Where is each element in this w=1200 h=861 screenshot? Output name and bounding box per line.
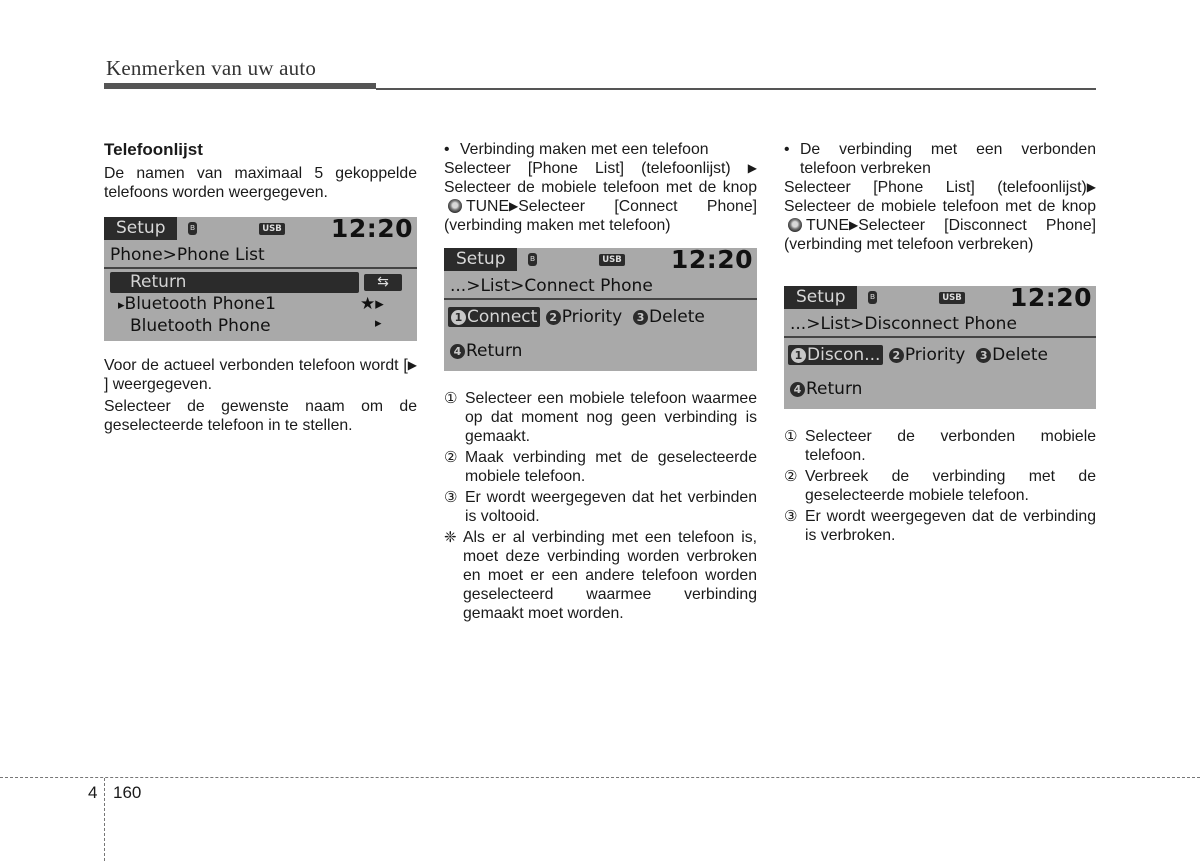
lcd-divider — [444, 298, 757, 300]
lcd-connect-phone — [444, 248, 757, 371]
instr-part: Selecteer de mobiele telefoon met de knop — [784, 198, 1096, 215]
connected-note-end: ] weergegeven. — [104, 376, 213, 393]
step-text: Er wordt weergegeven dat de verbinding is verbroken. — [805, 508, 1096, 544]
option-priority[interactable] — [546, 307, 623, 327]
lcd-disconnect-phone — [784, 286, 1096, 409]
list-item-return[interactable] — [110, 272, 359, 293]
select-paragraph: Selecteer de gewenste naam om de geselecteerde telefoon in te stellen. — [104, 398, 417, 434]
right-column-lower — [784, 427, 1096, 545]
step-number: ② — [784, 468, 798, 485]
tune-knob-icon — [788, 218, 802, 232]
list-item-label: Bluetooth Phone — [130, 316, 271, 336]
number-4-icon: 4 — [450, 344, 465, 359]
footer-dashed-rule — [0, 777, 1200, 778]
number-1-icon: 1 — [791, 348, 806, 363]
option-delete[interactable] — [633, 307, 705, 327]
step-text: Er wordt weergegeven dat het verbinden is voltooid. — [465, 489, 757, 525]
option-connect[interactable] — [448, 307, 540, 327]
note-marker: ❈ — [444, 529, 457, 546]
list-item-label: Return — [130, 272, 187, 292]
instr-part: Selecteer [Connect Phone] (verbinding maken met telefoon) — [444, 198, 757, 234]
setup-label: Setup — [784, 286, 857, 309]
number-2-icon: 2 — [889, 348, 904, 363]
connected-note-text: Voor de actueel verbonden telefoon wordt [ — [104, 357, 408, 374]
left-column — [104, 140, 417, 202]
number-3-icon: 3 — [976, 348, 991, 363]
instr-part: Selecteer [Phone List] (telefoonlijst) — [784, 179, 1087, 196]
header-rule-thin — [376, 88, 1096, 90]
breadcrumb: Phone>Phone List — [110, 245, 265, 265]
running-header: Kenmerken van uw auto — [106, 56, 317, 80]
return-key-icon[interactable]: ⇆ — [364, 274, 402, 291]
arrow-right-icon: ▶ — [747, 161, 757, 175]
number-4-icon: 4 — [790, 382, 805, 397]
middle-column — [444, 140, 757, 235]
option-label: Discon... — [807, 345, 881, 365]
clock: 12:20 — [330, 217, 413, 243]
clock: 12:20 — [1009, 286, 1092, 312]
arrow-right-icon: ▶ — [849, 218, 859, 232]
intro-paragraph: De namen van maximaal 5 gekoppelde telefoons worden weergegeven. — [104, 165, 417, 201]
number-1-icon: 1 — [451, 310, 466, 325]
list-item-phone-1[interactable] — [118, 294, 276, 314]
arrow-right-icon: ▶ — [509, 199, 519, 213]
right-column — [784, 140, 1096, 254]
step-1 — [444, 389, 757, 446]
number-3-icon: 3 — [633, 310, 648, 325]
step-text: Maak verbinding met de geselecteerde mobiele telefoon. — [465, 449, 757, 485]
step-number: ③ — [784, 508, 798, 525]
page-number: 160 — [113, 783, 142, 802]
instr-part: Selecteer [Disconnect Phone] (verbinding met telefoon verbreken) — [784, 217, 1096, 253]
step-2 — [784, 467, 1096, 505]
option-label: Priority — [904, 345, 966, 365]
setup-label: Setup — [104, 217, 177, 240]
footer-dashed-divider — [104, 778, 105, 861]
step-text: Selecteer de verbonden mobiele telefoon. — [805, 428, 1096, 464]
middle-column-lower — [444, 389, 757, 623]
bluetooth-icon: ʙ — [869, 292, 876, 302]
tune-label: TUNE — [466, 198, 510, 215]
instructions-connect — [444, 159, 757, 235]
option-return[interactable] — [790, 379, 862, 399]
breadcrumb: ...>List>Connect Phone — [450, 276, 653, 296]
breadcrumb: ...>List>Disconnect Phone — [790, 314, 1017, 334]
step-3 — [444, 488, 757, 526]
option-return[interactable] — [450, 341, 522, 361]
option-label: Delete — [992, 345, 1048, 365]
option-disconnect[interactable] — [788, 345, 883, 365]
bullet-text: De verbinding met een verbonden telefoon verbreken — [800, 141, 1096, 177]
step-number: ① — [444, 390, 458, 407]
step-text: Selecteer een mobiele telefoon waarmee op dat moment nog geen verbinding is gemaakt. — [465, 390, 757, 445]
tune-label: TUNE — [806, 217, 850, 234]
option-label: Connect — [467, 307, 538, 327]
step-3 — [784, 507, 1096, 545]
tune-knob-icon — [448, 199, 462, 213]
favorite-star-icon: ★▸ — [360, 294, 384, 314]
instr-part: Selecteer de mobiele telefoon met de knop — [444, 179, 757, 196]
list-item-phone-2[interactable] — [130, 316, 271, 336]
step-text: Verbreek de verbinding met de geselecteerde mobiele telefoon. — [805, 468, 1096, 504]
lcd-status-bar — [104, 217, 417, 241]
usb-icon: USB — [599, 254, 625, 266]
option-label: Return — [806, 379, 863, 399]
instr-part: Selecteer [Phone List] (telefoonlijst) — [444, 160, 731, 177]
option-delete[interactable] — [976, 345, 1048, 365]
step-1 — [784, 427, 1096, 465]
play-marker-icon: ▶ — [407, 358, 417, 372]
lcd-divider — [104, 267, 417, 269]
usb-icon: USB — [259, 223, 285, 235]
connected-note — [104, 356, 417, 394]
options-row — [788, 345, 1048, 365]
note — [444, 528, 757, 623]
instructions-disconnect — [784, 178, 1096, 254]
bullet-marker: • — [784, 141, 790, 158]
bullet-disconnect — [784, 140, 1096, 178]
connected-marker-icon: ▸ — [118, 298, 125, 313]
option-priority[interactable] — [889, 345, 966, 365]
setup-label: Setup — [444, 248, 517, 271]
step-2 — [444, 448, 757, 486]
note-text: Als er al verbinding met een telefoon is, moet deze verbinding worden verbroken en moet er een andere telefoon worden geselecteerd waarmee verbinding gemaakt moet worden. — [463, 529, 757, 622]
bluetooth-icon: ʙ — [529, 254, 536, 264]
chevron-right-icon: ▸ — [375, 316, 382, 331]
step-number: ② — [444, 449, 458, 466]
lcd-divider — [784, 336, 1096, 338]
option-label: Priority — [561, 307, 623, 327]
left-column-lower — [104, 356, 417, 435]
chapter-number: 4 — [88, 783, 98, 802]
header-rule-thick — [104, 83, 376, 89]
option-label: Return — [466, 341, 523, 361]
lcd-status-bar — [784, 286, 1096, 310]
lcd-phone-list — [104, 217, 417, 341]
clock: 12:20 — [670, 248, 753, 274]
lcd-status-bar — [444, 248, 757, 272]
bluetooth-icon: ʙ — [189, 223, 196, 233]
section-heading: Telefoonlijst — [104, 140, 203, 159]
bullet-marker: • — [444, 141, 450, 158]
usb-icon: USB — [939, 292, 965, 304]
step-number: ③ — [444, 489, 458, 506]
number-2-icon: 2 — [546, 310, 561, 325]
list-item-label: Bluetooth Phone1 — [124, 294, 276, 314]
option-label: Delete — [649, 307, 705, 327]
step-number: ① — [784, 428, 798, 445]
bullet-connect — [444, 140, 757, 159]
options-row — [448, 307, 705, 327]
arrow-right-icon: ▶ — [1086, 180, 1096, 194]
bullet-text: Verbinding maken met een telefoon — [460, 141, 709, 158]
